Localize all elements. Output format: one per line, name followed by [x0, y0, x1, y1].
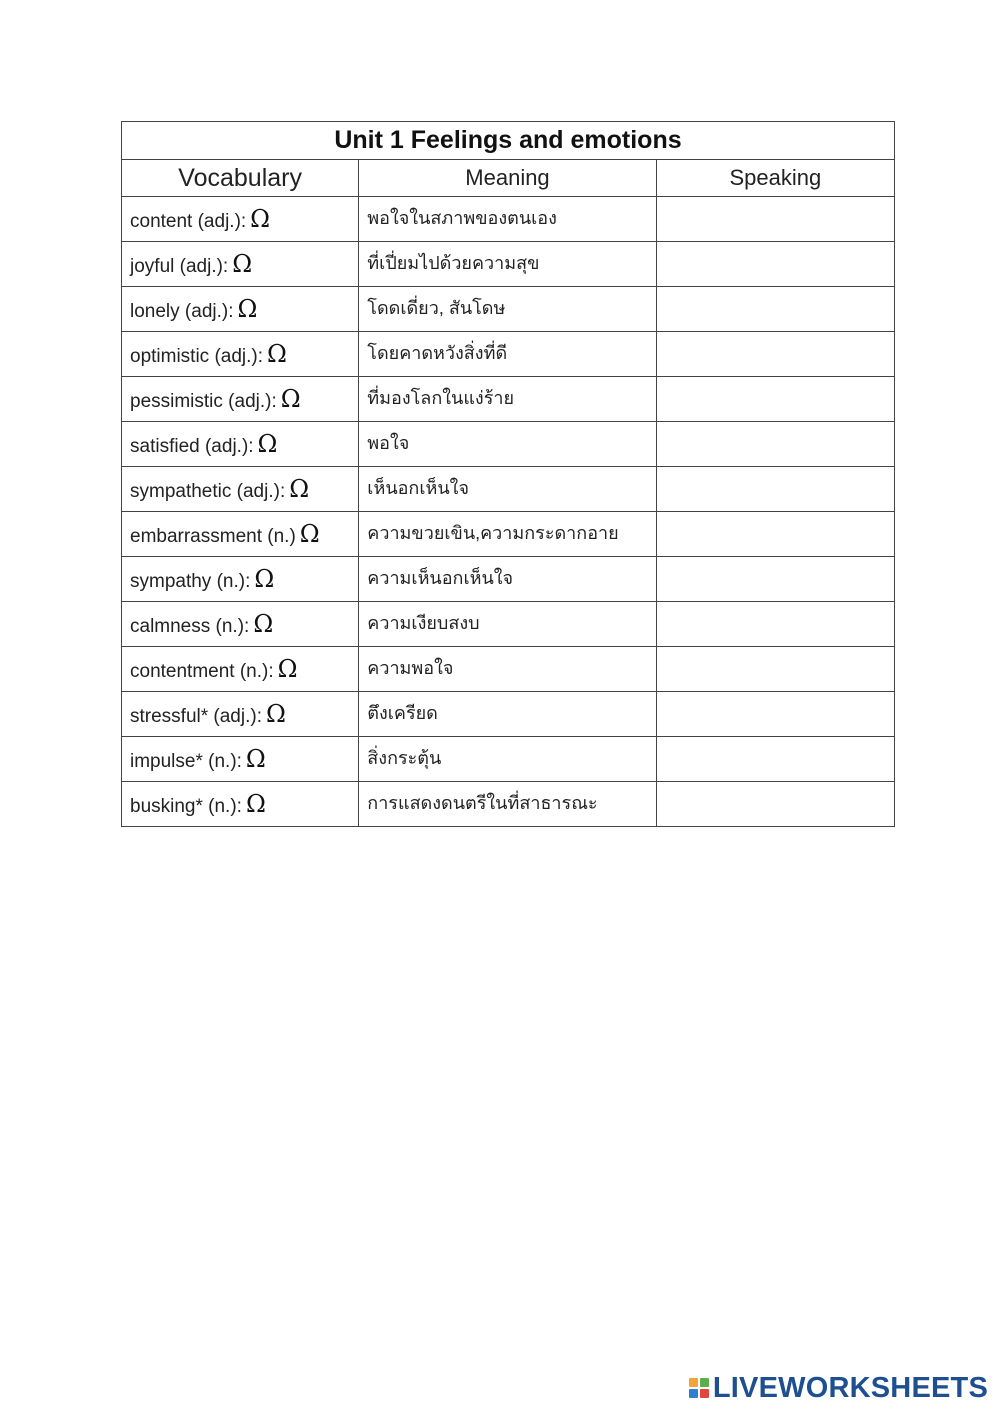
table-row: [122, 332, 895, 377]
vocab-cell: [122, 467, 359, 512]
audio-omega-icon[interactable]: Ω: [245, 745, 266, 773]
speaking-cell[interactable]: [656, 512, 894, 557]
table-row: [122, 287, 895, 332]
vocab-word: lonely (adj.):: [130, 301, 234, 322]
speaking-cell[interactable]: [656, 287, 894, 332]
vocab-word: optimistic (adj.):: [130, 346, 264, 367]
table-row: [122, 782, 895, 827]
table-row: [122, 602, 895, 647]
vocab-word: busking* (n.):: [130, 796, 242, 817]
table-title: Unit 1 Feelings and emotions: [122, 122, 895, 160]
vocab-word: contentment (n.):: [130, 661, 274, 682]
vocab-cell: [122, 647, 359, 692]
vocab-cell: [122, 602, 359, 647]
audio-omega-icon[interactable]: Ω: [245, 790, 266, 818]
meaning-cell: ความขวยเขิน,ความกระดากอาย: [359, 512, 656, 557]
meaning-cell: ที่เปี่ยมไปด้วยความสุข: [359, 242, 656, 287]
vocab-word: joyful (adj.):: [130, 256, 229, 277]
table-row: [122, 737, 895, 782]
meaning-cell: สิ่งกระตุ้น: [359, 737, 656, 782]
meaning-cell: ตึงเครียด: [359, 692, 656, 737]
vocab-word: content (adj.):: [130, 211, 247, 232]
speaking-cell[interactable]: [656, 692, 894, 737]
audio-omega-icon[interactable]: Ω: [280, 385, 301, 413]
audio-omega-icon[interactable]: Ω: [253, 610, 274, 638]
logo-text: LIVEWORKSHEETS: [712, 1371, 988, 1404]
speaking-cell[interactable]: [656, 467, 894, 512]
table-row: [122, 242, 895, 287]
meaning-cell: เห็นอกเห็นใจ: [359, 467, 656, 512]
audio-omega-icon[interactable]: Ω: [254, 565, 275, 593]
vocab-word: stressful* (adj.):: [130, 706, 262, 727]
audio-omega-icon[interactable]: Ω: [277, 655, 298, 683]
meaning-cell: พอใจในสภาพของตนเอง: [359, 197, 656, 242]
audio-omega-icon[interactable]: Ω: [289, 475, 310, 503]
table-row: [122, 647, 895, 692]
vocab-cell: [122, 332, 359, 377]
speaking-cell[interactable]: [656, 242, 894, 287]
vocab-word: sympathetic (adj.):: [130, 481, 286, 502]
speaking-cell[interactable]: [656, 557, 894, 602]
vocab-cell: [122, 422, 359, 467]
meaning-cell: ความเงียบสงบ: [359, 602, 656, 647]
meaning-cell: โดยคาดหวังสิ่งที่ดี: [359, 332, 656, 377]
vocab-cell: [122, 242, 359, 287]
vocab-cell: [122, 692, 359, 737]
table-row: [122, 422, 895, 467]
meaning-cell: พอใจ: [359, 422, 656, 467]
audio-omega-icon[interactable]: Ω: [232, 250, 253, 278]
vocab-cell: [122, 512, 359, 557]
logo-mark-icon: [689, 1378, 709, 1398]
meaning-cell: โดดเดี่ยว, สันโดษ: [359, 287, 656, 332]
audio-omega-icon[interactable]: Ω: [257, 430, 278, 458]
vocab-word: pessimistic (adj.):: [130, 391, 277, 412]
vocab-word: calmness (n.):: [130, 616, 250, 637]
speaking-cell[interactable]: [656, 737, 894, 782]
vocab-cell: [122, 197, 359, 242]
liveworksheets-logo: [689, 1372, 988, 1404]
table-row: [122, 692, 895, 737]
vocabulary-table: [121, 121, 895, 827]
speaking-cell[interactable]: [656, 602, 894, 647]
header-speaking: Speaking: [656, 160, 894, 197]
audio-omega-icon[interactable]: Ω: [299, 520, 320, 548]
vocab-word: embarrassment (n.): [130, 526, 296, 547]
table-row: [122, 557, 895, 602]
table-row: [122, 377, 895, 422]
meaning-cell: ที่มองโลกในแง่ร้าย: [359, 377, 656, 422]
vocab-cell: [122, 377, 359, 422]
audio-omega-icon[interactable]: Ω: [250, 205, 271, 233]
speaking-cell[interactable]: [656, 332, 894, 377]
table-row: [122, 197, 895, 242]
table-row: [122, 512, 895, 557]
vocab-word: sympathy (n.):: [130, 571, 251, 592]
meaning-cell: การแสดงดนตรีในที่สาธารณะ: [359, 782, 656, 827]
vocab-cell: [122, 737, 359, 782]
audio-omega-icon[interactable]: Ω: [267, 340, 287, 368]
speaking-cell[interactable]: [656, 782, 894, 827]
vocab-cell: [122, 782, 359, 827]
speaking-cell[interactable]: [656, 422, 894, 467]
vocab-cell: [122, 287, 359, 332]
header-meaning: Meaning: [359, 160, 656, 197]
vocab-word: satisfied (adj.):: [130, 436, 254, 457]
speaking-cell[interactable]: [656, 647, 894, 692]
vocab-cell: [122, 557, 359, 602]
speaking-cell[interactable]: [656, 197, 894, 242]
meaning-cell: ความพอใจ: [359, 647, 656, 692]
header-vocabulary: Vocabulary: [122, 160, 359, 197]
meaning-cell: ความเห็นอกเห็นใจ: [359, 557, 656, 602]
table-row: [122, 467, 895, 512]
audio-omega-icon[interactable]: Ω: [237, 295, 258, 323]
speaking-cell[interactable]: [656, 377, 894, 422]
audio-omega-icon[interactable]: Ω: [265, 700, 286, 728]
vocab-word: impulse* (n.):: [130, 751, 242, 772]
